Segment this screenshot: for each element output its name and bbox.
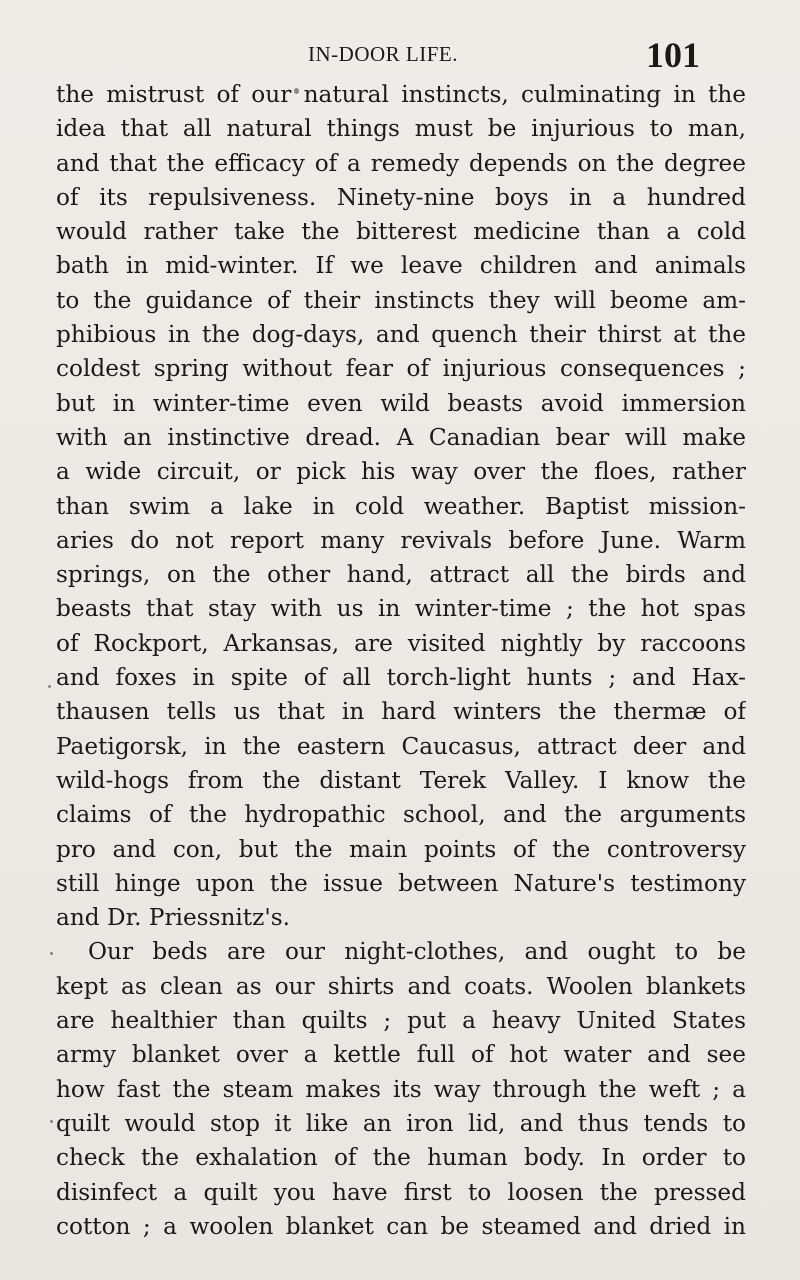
text-line: aries do not report many revivals before June. Warm [56, 526, 746, 554]
text-line: of its repulsiveness. Ninety-nine boys in a hundred [56, 183, 746, 211]
text-line: of Rockport, Arkansas, are visited nightly by raccoons [56, 629, 746, 657]
text-line: wild-hogs from the distant Terek Valley. I know the [56, 766, 746, 794]
text-line: coldest spring without fear of injurious consequences ; [56, 355, 746, 383]
text-line: thausen tells us that in hard winters the thermæ of [56, 698, 746, 726]
body-text [56, 78, 746, 1244]
text-line: disinfect a quilt you have first to loosen the pressed [56, 1178, 746, 1206]
text-line: the mistrust of our natural instincts, culminating in the [56, 81, 746, 108]
text-line: cotton ; a woolen blanket can be steamed and dried in [56, 1212, 746, 1240]
text-line: kept as clean as our shirts and coats. Woolen blankets [56, 972, 746, 1000]
text-line: how fast the steam makes its way through the weft ; a [56, 1075, 746, 1103]
text-line: and foxes in spite of all torch-light hunts ; and Hax- [56, 664, 746, 692]
text-line: check the exhalation of the human body. In order to [56, 1144, 746, 1172]
ink-speck [50, 952, 53, 955]
text-line: army blanket over a kettle full of hot water and see [56, 1041, 746, 1069]
text-line: idea that all natural things must be injurious to man, [56, 115, 746, 143]
text-line: quilt would stop it like an iron lid, and thus tends to [56, 1109, 746, 1137]
ink-speck [48, 685, 51, 688]
text-line: a wide circuit, or pick his way over the floes, rather [56, 458, 746, 486]
text-line-paragraph-end: and Dr. Priessnitz's. [56, 904, 290, 932]
text-line: with an instinctive dread. A Canadian bear will make [56, 423, 746, 451]
text-line: are healthier than quilts ; put a heavy United States [56, 1007, 746, 1035]
text-line: Paetigorsk, in the eastern Caucasus, attract deer and [56, 732, 746, 760]
text-line: would rather take the bitterest medicine than a cold [56, 218, 746, 246]
page-number: 101 [646, 35, 700, 75]
text-line: beasts that stay with us in winter-time ; the hot spas [56, 595, 746, 623]
text-line: still hinge upon the issue between Nature's testimony [56, 869, 746, 897]
text-line: bath in mid-winter. If we leave children and animals [56, 252, 746, 280]
text-line: and that the efficacy of a remedy depends on the degree [56, 149, 746, 177]
running-head: IN-DOOR LIFE. [308, 42, 458, 66]
ink-speck [50, 1120, 53, 1123]
text-line: pro and con, but the main points of the controversy [56, 835, 746, 863]
text-line: springs, on the other hand, attract all the birds and [56, 561, 746, 589]
text-line: to the guidance of their instincts they will beome am- [56, 286, 746, 314]
text-line: than swim a lake in cold weather. Baptist mission- [56, 492, 746, 520]
text-line: claims of the hydropathic school, and the arguments [56, 801, 746, 829]
text-line: but in winter-time even wild beasts avoid immersion [56, 389, 746, 417]
text-line: phibious in the dog-days, and quench their thirst at the [56, 321, 746, 349]
page-header [0, 34, 800, 74]
text-line-paragraph-start: Our beds are our night-clothes, and ought to be [88, 938, 746, 966]
